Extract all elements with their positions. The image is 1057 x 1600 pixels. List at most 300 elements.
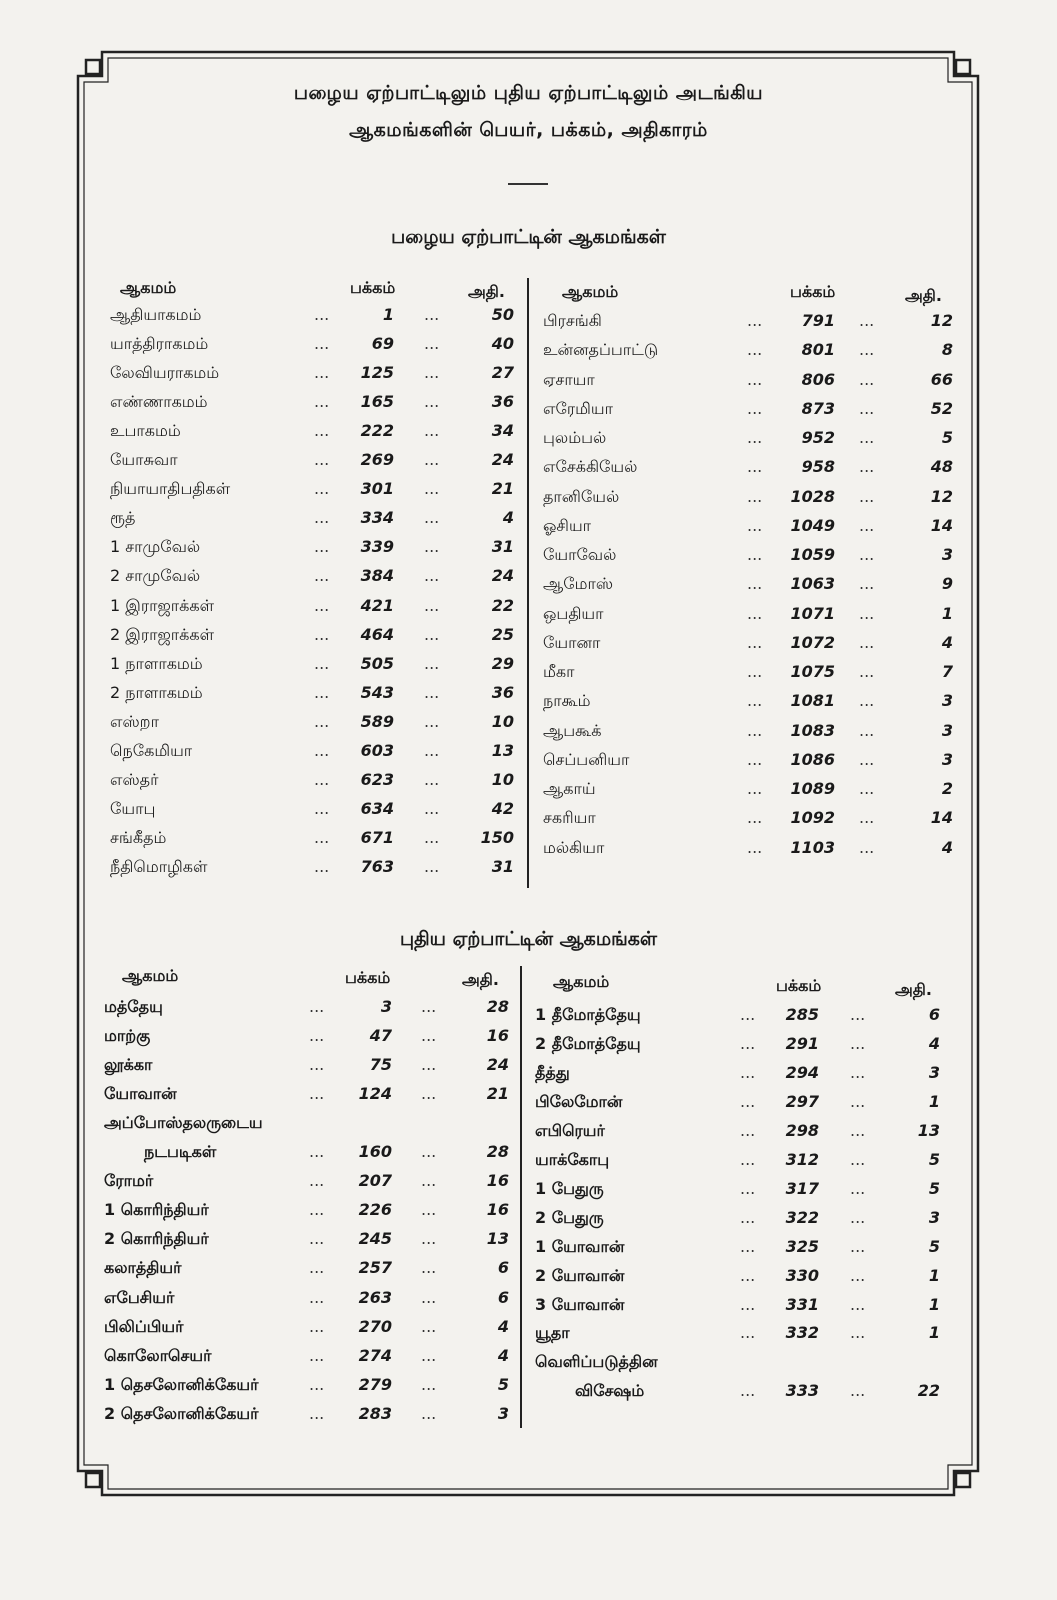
book-row — [104, 1370, 514, 1399]
leader-dots: ... — [314, 624, 330, 644]
leader-dots: ... — [740, 1294, 756, 1314]
new-testament-title: புதிய ஏற்பாட்டின் ஆகமங்கள் — [399, 928, 658, 950]
chapter-count: 24 — [491, 450, 514, 470]
page-number: 226 — [358, 1200, 392, 1220]
leader-dots: ... — [859, 369, 875, 389]
page-number: 801 — [801, 340, 835, 360]
book-row — [543, 452, 958, 481]
book-name: லேவியராகமம் — [110, 363, 220, 383]
leader-dots: ... — [850, 1265, 866, 1285]
leader-dots: ... — [314, 334, 330, 354]
leader-dots: ... — [859, 632, 875, 652]
book-name: எஸ்றா — [110, 711, 159, 731]
chapter-count: 1 — [928, 1265, 940, 1285]
leader-dots: ... — [850, 1149, 866, 1169]
leader-dots: ... — [421, 1287, 437, 1307]
book-name: ஒபதியா — [543, 603, 604, 623]
book-name: 2 யோவான் — [535, 1265, 625, 1285]
leader-dots: ... — [424, 740, 440, 760]
page-number: 274 — [358, 1345, 392, 1365]
book-row — [543, 833, 958, 862]
book-row — [543, 335, 958, 364]
book-row — [543, 657, 958, 686]
book-row — [543, 569, 958, 598]
book-name: தீத்து — [535, 1062, 570, 1082]
page-number: 270 — [358, 1316, 392, 1336]
page-number: 3 — [380, 997, 392, 1016]
chapter-count: 5 — [928, 1236, 940, 1256]
leader-dots: ... — [859, 428, 875, 447]
book-row — [104, 992, 514, 1021]
book-name: எசேக்கியேல் — [543, 457, 638, 477]
leader-dots: ... — [747, 749, 763, 769]
page-number: 1075 — [790, 662, 835, 681]
chapter-count: 34 — [491, 421, 514, 441]
leader-dots: ... — [859, 545, 875, 564]
book-row — [104, 1399, 514, 1428]
chapter-count: 4 — [502, 508, 514, 528]
leader-dots: ... — [747, 369, 763, 389]
chapter-count: 3 — [497, 1403, 509, 1423]
book-row — [110, 445, 520, 474]
ot-left-header-page: பக்கம் — [350, 278, 396, 297]
chapter-count: 27 — [491, 363, 514, 383]
book-name: 2 பேதுரு — [535, 1207, 604, 1227]
chapter-count: 10 — [491, 769, 514, 789]
leader-dots: ... — [421, 1084, 437, 1104]
leader-dots: ... — [859, 398, 875, 418]
book-row — [543, 716, 958, 745]
book-row — [543, 511, 958, 540]
book-row — [104, 1195, 514, 1224]
page-number: 634 — [360, 798, 394, 818]
page-number: 1072 — [790, 632, 835, 652]
page-number: 1063 — [790, 574, 835, 594]
book-row — [535, 1290, 945, 1319]
leader-dots: ... — [314, 740, 330, 760]
ot-left-header-chapters: அதி. — [468, 282, 505, 301]
leader-dots: ... — [424, 711, 440, 731]
page-number: 333 — [785, 1381, 819, 1401]
book-name: ரூத் — [110, 508, 136, 528]
book-row — [104, 1253, 514, 1282]
leader-dots: ... — [747, 398, 763, 418]
book-row — [110, 823, 520, 852]
book-name: நியாயாதிபதிகள் — [110, 479, 231, 499]
book-name: எண்ணாகமம் — [110, 392, 208, 412]
heading-line-2: ஆகமங்களின் பெயர், பக்கம், அதிகாரம் — [349, 119, 708, 141]
leader-dots: ... — [309, 997, 325, 1016]
book-row — [104, 1137, 514, 1166]
book-row — [543, 540, 958, 569]
ot-right-header-chapters: அதி. — [905, 286, 942, 305]
book-name: கொலோசெயர் — [104, 1345, 212, 1365]
leader-dots: ... — [424, 798, 440, 818]
leader-dots: ... — [747, 311, 763, 330]
leader-dots: ... — [859, 779, 875, 798]
book-name: லூக்கா — [104, 1055, 153, 1075]
heading-divider — [508, 183, 548, 185]
book-name: மல்கியா — [543, 837, 605, 857]
book-name: ஓசியா — [543, 515, 592, 535]
book-name: 1 கொரிந்தியர் — [104, 1200, 209, 1220]
book-row — [110, 358, 520, 387]
chapter-count: 12 — [930, 311, 953, 330]
book-name: பிரசங்கி — [543, 311, 602, 330]
leader-dots: ... — [309, 1026, 325, 1046]
chapter-count: 6 — [497, 1258, 509, 1278]
book-row — [543, 774, 958, 803]
chapter-count: 36 — [491, 392, 514, 412]
leader-dots: ... — [424, 595, 440, 615]
page-number: 334 — [360, 508, 394, 528]
leader-dots: ... — [421, 1055, 437, 1075]
leader-dots: ... — [747, 457, 763, 477]
page-number: 160 — [358, 1142, 392, 1162]
page-number: 297 — [785, 1091, 819, 1111]
book-row — [110, 649, 520, 678]
chapter-count: 13 — [917, 1120, 940, 1140]
nt-column-divider — [520, 966, 522, 1428]
book-row — [104, 1312, 514, 1341]
page-number: 1 — [382, 305, 394, 324]
page-number: 125 — [360, 363, 394, 383]
leader-dots: ... — [740, 1091, 756, 1111]
leader-dots: ... — [424, 479, 440, 499]
chapter-count: 24 — [491, 566, 514, 586]
page-number: 124 — [358, 1084, 392, 1104]
leader-dots: ... — [747, 428, 763, 447]
chapter-count: 31 — [491, 537, 514, 557]
page-number: 285 — [785, 1005, 819, 1024]
book-row — [535, 1318, 945, 1347]
leader-dots: ... — [314, 363, 330, 383]
leader-dots: ... — [314, 305, 330, 324]
book-name: நெகேமியா — [110, 740, 193, 760]
book-name: சகரியா — [543, 808, 596, 828]
nt-left-header-page: பக்கம் — [345, 968, 391, 987]
book-row — [535, 1029, 945, 1058]
book-name: யோவேல் — [543, 545, 617, 564]
page-number: 1086 — [790, 749, 835, 769]
leader-dots: ... — [421, 997, 437, 1016]
book-name: செப்பனியா — [543, 749, 630, 769]
chapter-count: 5 — [941, 428, 953, 447]
leader-dots: ... — [859, 340, 875, 360]
chapter-count: 4 — [497, 1316, 509, 1336]
book-row — [535, 1347, 945, 1376]
book-name: மத்தேயு — [104, 997, 163, 1016]
book-row — [110, 300, 520, 329]
book-name: பிலேமோன் — [535, 1091, 623, 1111]
leader-dots: ... — [859, 837, 875, 857]
page-number: 269 — [360, 450, 394, 470]
old-testament-title: பழைய ஏற்பாட்டின் ஆகமங்கள் — [391, 226, 666, 248]
book-row — [110, 620, 520, 649]
leader-dots: ... — [309, 1142, 325, 1162]
leader-dots: ... — [421, 1316, 437, 1336]
book-row — [543, 745, 958, 774]
book-name: 1 யோவான் — [535, 1236, 625, 1256]
chapter-count: 12 — [930, 486, 953, 506]
leader-dots: ... — [740, 1381, 756, 1401]
page-number: 301 — [360, 479, 394, 499]
book-name: சங்கீதம் — [110, 827, 167, 847]
book-name: 1 சாமுவேல் — [110, 537, 201, 557]
chapter-count: 29 — [491, 653, 514, 673]
book-name: 1 நாளாகமம் — [110, 653, 203, 673]
page-number: 873 — [801, 398, 835, 418]
chapter-count: 42 — [491, 798, 514, 818]
chapter-count: 3 — [928, 1207, 940, 1227]
page-number: 325 — [785, 1236, 819, 1256]
page-number: 1049 — [790, 515, 835, 535]
leader-dots: ... — [747, 691, 763, 711]
chapter-count: 36 — [491, 682, 514, 702]
leader-dots: ... — [740, 1005, 756, 1024]
leader-dots: ... — [740, 1120, 756, 1140]
leader-dots: ... — [850, 1381, 866, 1401]
book-row — [110, 474, 520, 503]
book-row — [110, 591, 520, 620]
book-name: 1 தெசலோனிக்கேயர் — [104, 1374, 259, 1394]
page-number: 421 — [360, 595, 394, 615]
leader-dots: ... — [314, 682, 330, 702]
book-row — [104, 1341, 514, 1370]
leader-dots: ... — [747, 486, 763, 506]
page-number: 1081 — [790, 691, 835, 711]
leader-dots: ... — [421, 1026, 437, 1046]
book-name: கலாத்தியர் — [104, 1258, 182, 1278]
book-row — [110, 678, 520, 707]
book-name: யோவான் — [104, 1084, 177, 1104]
leader-dots: ... — [747, 662, 763, 681]
leader-dots: ... — [859, 515, 875, 535]
book-row — [110, 416, 520, 445]
book-row — [110, 765, 520, 794]
leader-dots: ... — [309, 1055, 325, 1075]
leader-dots: ... — [314, 566, 330, 586]
leader-dots: ... — [309, 1229, 325, 1249]
page-number: 330 — [785, 1265, 819, 1285]
leader-dots: ... — [314, 421, 330, 441]
leader-dots: ... — [859, 691, 875, 711]
book-name: உபாகமம் — [110, 421, 181, 441]
chapter-count: 21 — [491, 479, 514, 499]
book-row — [104, 1224, 514, 1253]
page-number: 312 — [785, 1149, 819, 1169]
chapter-count: 1 — [941, 603, 953, 623]
leader-dots: ... — [424, 334, 440, 354]
chapter-count: 48 — [930, 457, 953, 477]
book-name: ரோமர் — [104, 1171, 154, 1191]
book-row — [110, 503, 520, 532]
leader-dots: ... — [314, 537, 330, 557]
leader-dots: ... — [850, 1294, 866, 1314]
book-name: எரேமியா — [543, 398, 613, 418]
book-row — [535, 1000, 945, 1029]
chapter-count: 14 — [930, 808, 953, 828]
page-number: 339 — [360, 537, 394, 557]
page-number: 1083 — [790, 720, 835, 740]
leader-dots: ... — [859, 311, 875, 330]
book-row — [110, 387, 520, 416]
book-name: 2 இராஜாக்கள் — [110, 624, 215, 644]
book-row — [110, 852, 520, 881]
chapter-count: 50 — [491, 305, 514, 324]
leader-dots: ... — [424, 682, 440, 702]
leader-dots: ... — [747, 632, 763, 652]
book-row — [110, 561, 520, 590]
chapter-count: 5 — [928, 1178, 940, 1198]
page-number: 763 — [360, 856, 394, 876]
leader-dots: ... — [747, 340, 763, 360]
chapter-count: 4 — [497, 1345, 509, 1365]
chapter-count: 28 — [486, 997, 509, 1016]
page-number: 283 — [358, 1403, 392, 1423]
page-number: 331 — [785, 1294, 819, 1314]
book-name: 1 இராஜாக்கள் — [110, 595, 215, 615]
book-name: 2 தெசலோனிக்கேயர் — [104, 1403, 259, 1423]
book-name: 2 தீமோத்தேயு — [535, 1033, 641, 1053]
leader-dots: ... — [859, 662, 875, 681]
book-row — [110, 736, 520, 765]
leader-dots: ... — [309, 1374, 325, 1394]
chapter-count: 22 — [917, 1381, 940, 1401]
book-name: பிலிப்பியர் — [104, 1316, 184, 1336]
page-number: 952 — [801, 428, 835, 447]
leader-dots: ... — [309, 1200, 325, 1220]
page-number: 384 — [360, 566, 394, 586]
leader-dots: ... — [314, 798, 330, 818]
leader-dots: ... — [314, 595, 330, 615]
leader-dots: ... — [740, 1323, 756, 1343]
book-row — [543, 686, 958, 715]
leader-dots: ... — [314, 856, 330, 876]
page-number: 279 — [358, 1374, 392, 1394]
leader-dots: ... — [740, 1265, 756, 1285]
book-row — [535, 1174, 945, 1203]
leader-dots: ... — [859, 574, 875, 594]
book-row — [535, 1203, 945, 1232]
book-name: நடபடிகள் — [144, 1142, 217, 1162]
leader-dots: ... — [850, 1091, 866, 1111]
leader-dots: ... — [747, 779, 763, 798]
leader-dots: ... — [850, 1178, 866, 1198]
leader-dots: ... — [859, 808, 875, 828]
book-name: தானியேல் — [543, 486, 620, 506]
leader-dots: ... — [859, 486, 875, 506]
nt-right-header-book: ஆகமம் — [553, 972, 610, 991]
book-name: 1 பேதுரு — [535, 1178, 604, 1198]
chapter-count: 13 — [486, 1229, 509, 1249]
leader-dots: ... — [424, 653, 440, 673]
leader-dots: ... — [421, 1403, 437, 1423]
book-row — [543, 599, 958, 628]
chapter-count: 16 — [486, 1026, 509, 1046]
chapter-count: 1 — [928, 1323, 940, 1343]
book-name: எபேசியர் — [104, 1287, 175, 1307]
chapter-count: 4 — [941, 837, 953, 857]
ot-column-divider — [527, 278, 529, 888]
leader-dots: ... — [859, 720, 875, 740]
book-row — [543, 628, 958, 657]
leader-dots: ... — [740, 1033, 756, 1053]
leader-dots: ... — [421, 1171, 437, 1191]
chapter-count: 16 — [486, 1200, 509, 1220]
book-row — [104, 1108, 514, 1137]
book-name: யோனா — [543, 632, 601, 652]
page-number: 806 — [801, 369, 835, 389]
ot-right-header-book: ஆகமம் — [562, 282, 619, 301]
book-row — [110, 329, 520, 358]
page-number: 1059 — [790, 545, 835, 564]
page-number: 298 — [785, 1120, 819, 1140]
chapter-count: 24 — [486, 1055, 509, 1075]
leader-dots: ... — [747, 515, 763, 535]
leader-dots: ... — [309, 1345, 325, 1365]
leader-dots: ... — [850, 1323, 866, 1343]
chapter-count: 25 — [491, 624, 514, 644]
book-name: 2 சாமுவேல் — [110, 566, 201, 586]
heading-line-1: பழைய ஏற்பாட்டிலும் புதிய ஏற்பாட்டிலும் அடங்கிய — [293, 82, 764, 104]
chapter-count: 3 — [941, 691, 953, 711]
book-row — [543, 803, 958, 832]
leader-dots: ... — [424, 508, 440, 528]
leader-dots: ... — [314, 508, 330, 528]
leader-dots: ... — [421, 1229, 437, 1249]
leader-dots: ... — [314, 392, 330, 412]
page-number: 1103 — [790, 837, 835, 857]
book-row — [535, 1058, 945, 1087]
book-row — [535, 1261, 945, 1290]
book-name: வெளிப்படுத்தின — [535, 1352, 658, 1372]
book-name: ஆபகூக் — [543, 720, 602, 740]
chapter-count: 150 — [480, 827, 514, 847]
leader-dots: ... — [309, 1287, 325, 1307]
book-row — [543, 482, 958, 511]
leader-dots: ... — [424, 392, 440, 412]
page-number: 47 — [369, 1026, 392, 1046]
chapter-count: 66 — [930, 369, 953, 389]
chapter-count: 8 — [941, 340, 953, 360]
leader-dots: ... — [850, 1207, 866, 1227]
page-number: 222 — [360, 421, 394, 441]
leader-dots: ... — [314, 827, 330, 847]
page-number: 1028 — [790, 486, 835, 506]
book-row — [110, 794, 520, 823]
book-name: விசேஷம் — [575, 1381, 645, 1401]
page-number: 671 — [360, 827, 394, 847]
chapter-count: 1 — [928, 1294, 940, 1314]
book-name: யோசுவா — [110, 450, 178, 470]
book-name: உன்னதப்பாட்டு — [543, 340, 659, 360]
page-number: 332 — [785, 1323, 819, 1343]
page-number: 317 — [785, 1178, 819, 1198]
leader-dots: ... — [424, 363, 440, 383]
chapter-count: 28 — [486, 1142, 509, 1162]
nt-left-header-book: ஆகமம் — [122, 966, 179, 985]
book-row — [535, 1116, 945, 1145]
leader-dots: ... — [421, 1374, 437, 1394]
book-row — [535, 1087, 945, 1116]
chapter-count: 52 — [930, 398, 953, 418]
page-number: 958 — [801, 457, 835, 477]
book-name: யாத்திராகமம் — [110, 334, 209, 354]
page-number: 291 — [785, 1033, 819, 1053]
page-number: 257 — [358, 1258, 392, 1278]
leader-dots: ... — [740, 1149, 756, 1169]
